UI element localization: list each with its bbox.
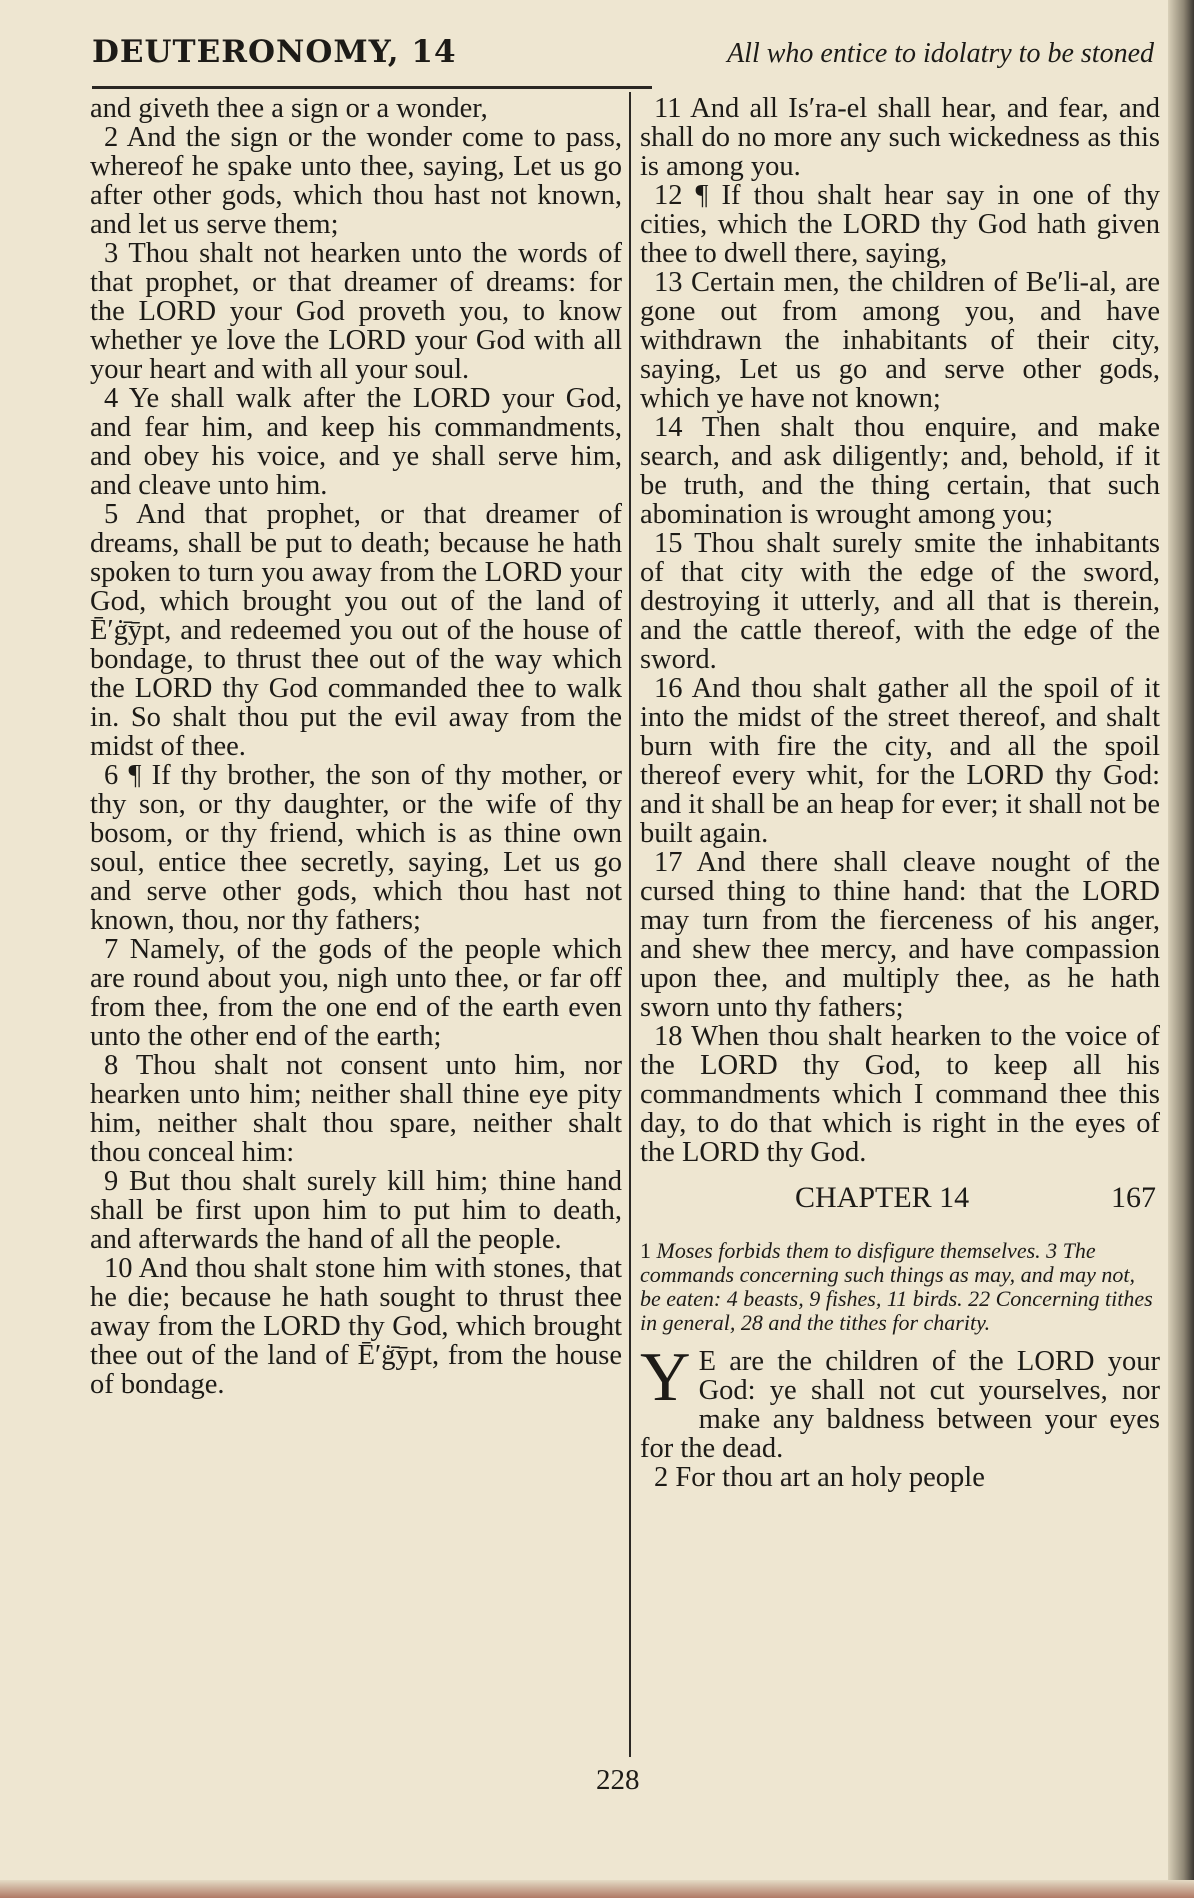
verse-text: 14 Then shalt thou enquire, and make search, and ask diligently; and, behold, if it be truth, and the thing certain, that such abomination is wrought among you; xyxy=(640,412,1160,530)
header-rule xyxy=(92,86,652,89)
verse-text: 15 Thou shalt surely smite the inhabitants of that city with the edge of the sword, destroying it utterly, and all that is therein, and the cattle thereof, with the edge of the sword. xyxy=(640,528,1160,675)
verse-text: 3 Thou shalt not hearken unto the words of that prophet, or that dreamer of dreams: for the LORD your God proveth you, to know whether ye love the LORD your God with all your heart and with all your soul. xyxy=(90,238,622,385)
verse-text: 5 And that prophet, or that dreamer of dreams, shall be put to death; because he hath spoken to turn you away from the LORD your God, which brought you out of the land of Ē′ġ̄ȳpt, and redeemed you out of the house of bondage, to thrust thee out of the way which the LORD thy God commanded thee to walk in. So shalt thou put the evil away from the midst of thee. xyxy=(90,499,622,762)
page-bottom-edge xyxy=(0,1880,1194,1898)
verse-text: 4 Ye shall walk after the LORD your God, and fear him, and keep his commandments, and obey his voice, and ye shall serve him, and cleave unto him. xyxy=(90,383,622,501)
chapter-body xyxy=(640,1339,1160,1493)
verse-text: 2 And the sign or the wonder come to pass, whereof he spake unto thee, saying, Let us go after other gods, which thou hast not known, and let us serve them; xyxy=(90,122,622,240)
verse-text: 11 And all Is′ra-el shall hear, and fear, and shall do no more any such wickedness as this is among you. xyxy=(640,93,1160,182)
verse-text: 6 ¶ If thy brother, the son of thy mother, or thy son, or thy daughter, or the wife of thy bosom, or thy friend, which is as thine own soul, entice thee secretly, saying, Let us go and serve other gods, which thou hast not known, thou, nor thy fathers; xyxy=(90,760,622,936)
page-number: 228 xyxy=(596,1764,640,1796)
verse-text: 7 Namely, of the gods of the people which are round about you, nigh unto thee, or far off from thee, from the one end of the earth even unto the other end of the earth; xyxy=(90,934,622,1052)
column-divider xyxy=(629,92,631,1757)
summary-text: Moses forbids them to disfigure themselves. 3 The commands concerning such things as may, and may not, be eaten: 4 beasts, 9 fishes, 11 birds. 22 Concerning tithes in general, 28 and the tithes for charity. xyxy=(640,1238,1153,1335)
left-column xyxy=(90,94,622,1399)
verse-text: 13 Certain men, the children of Be′li-al, are gone out from among you, and have withdrawn the inhabitants of their city, saying, Let us go and serve other gods, which ye have not known; xyxy=(640,267,1160,414)
chapter-title: CHAPTER 14 xyxy=(795,1181,970,1214)
verse-text: 18 When thou shalt hearken to the voice of the LORD thy God, to keep all his commandments which I command thee this day, to do that which is right in the eyes of the LORD thy God. xyxy=(640,1021,1160,1168)
page-topic-heading: All who entice to idolatry to be stoned xyxy=(727,38,1154,69)
chapter-heading xyxy=(640,1183,1160,1223)
verse-text: 10 And thou shalt stone him with stones, that he die; because he hath sought to thrust thee away from the LORD thy God, which brought thee out of the land of Ē′ġ̄ȳpt, from the house of bondage. xyxy=(90,1253,622,1400)
book-chapter-title: DEUTERONOMY, 14 xyxy=(92,34,457,70)
summary-verse-ref: 1 xyxy=(640,1238,651,1263)
right-column xyxy=(640,94,1160,1492)
verse-text: 12 ¶ If thou shalt hear say in one of thy cities, which the LORD thy God hath given thee to dwell there, saying, xyxy=(640,180,1160,269)
verse-text: 16 And thou shalt gather all the spoil of it into the midst of the street thereof, and shalt burn with fire the city, and all the spoil thereof every whit, for the LORD thy God: and it shall be an heap for ever; it shall not be built again. xyxy=(640,673,1160,849)
chapter-page-number: 167 xyxy=(1111,1181,1156,1214)
verse-1-text: E are the children of the LORD your God: ye shall not cut yourselves, nor make any baldness between your eyes for the dead. xyxy=(640,1346,1160,1464)
verse-text: 2 For thou art an holy people xyxy=(654,1462,985,1493)
verse-text: 17 And there shall cleave nought of the cursed thing to thine hand: that the LORD may turn from the fierceness of his anger, and shew thee mercy, and have compassion upon thee, and multiply thee, as he hath sworn unto thy fathers; xyxy=(640,847,1160,1023)
verse-text xyxy=(640,1339,1160,1464)
drop-cap: Y xyxy=(640,1339,691,1416)
running-header xyxy=(92,34,1154,78)
verse-text: 8 Thou shalt not consent unto him, nor hearken unto him; neither shall thine eye pity him, neither shalt thou spare, neither shalt thou conceal him: xyxy=(90,1050,622,1168)
verse-text: and giveth thee a sign or a wonder, xyxy=(90,93,488,124)
chapter-summary xyxy=(640,1239,1160,1335)
page-edge-shadow xyxy=(1168,0,1194,1898)
verse-text: 9 But thou shalt surely kill him; thine hand shall be first upon him to put him to death, and afterwards the hand of all the people. xyxy=(90,1166,622,1255)
